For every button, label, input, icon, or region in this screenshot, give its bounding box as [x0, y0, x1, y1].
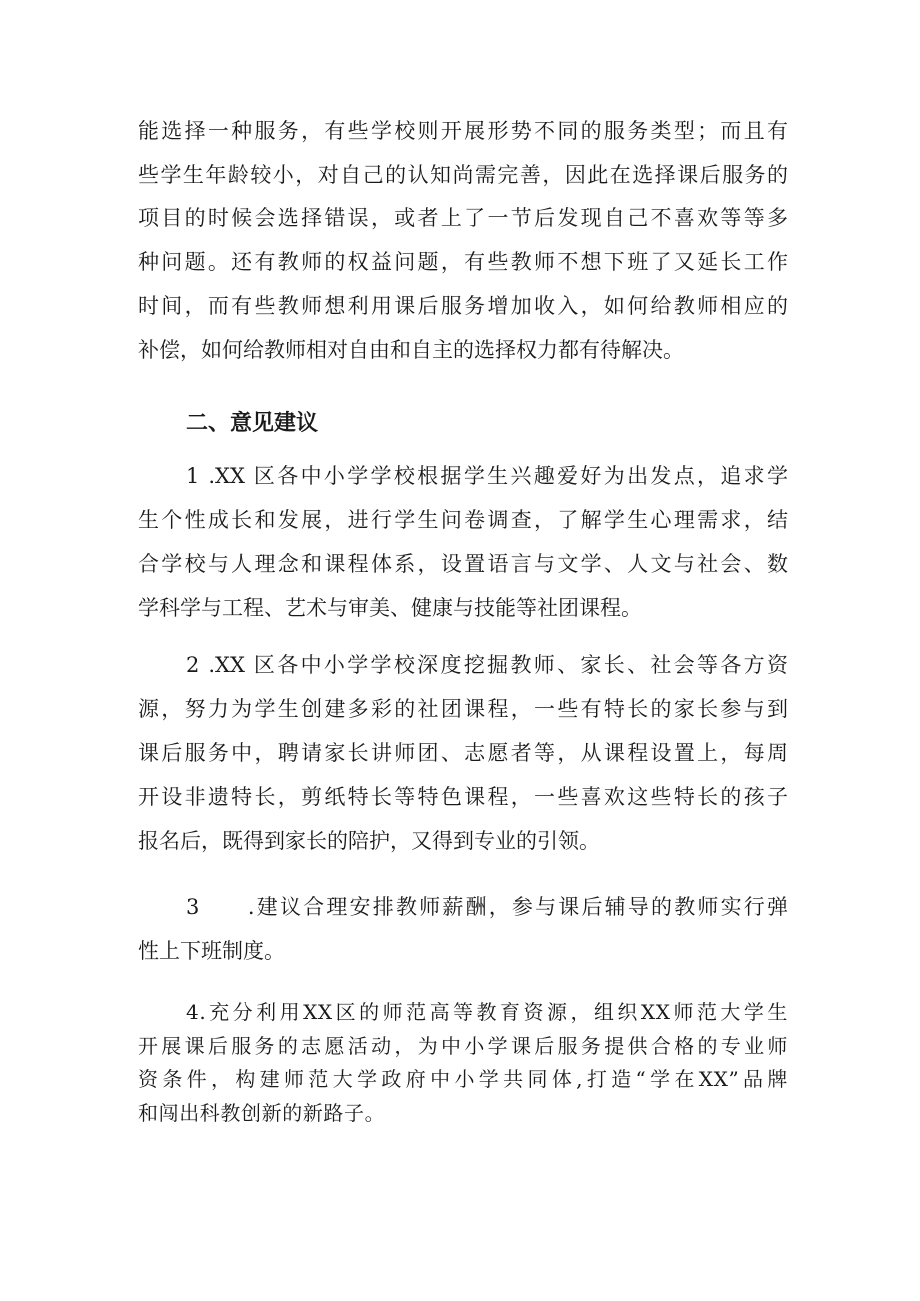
intro-line-2: 些学生年龄较小，对自己的认知尚需完善，因此在选择课后服务的: [138, 163, 788, 187]
item2-line-4: 开设非遗特长，剪纸特长等特色课程，一些喜欢这些特长的孩子: [138, 785, 788, 809]
intro-line-1: 能选择一种服务，有些学校则开展形势不同的服务类型；而且有: [138, 119, 788, 143]
item4-line-3: 资条件，构建师范大学政府中小学共同体,打造“学在XX”品牌: [138, 1067, 788, 1091]
item1-line-3: 合学校与人理念和课程体系，设置语言与文学、人文与社会、数: [138, 552, 788, 576]
intro-line-6: 补偿，如何给教师相对自由和自主的选择权力都有待解决。: [138, 338, 684, 362]
intro-line-4: 种问题。还有教师的权益问题，有些教师不想下班了又延长工作: [138, 250, 788, 274]
item2-line-1: 2 .XX 区各中小学学校深度挖掘教师、家长、社会等各方资: [186, 653, 788, 677]
section-heading: 二、意见建议: [186, 411, 319, 436]
item1-line-4: 学科学与工程、艺术与审美、健康与技能等社团课程。: [138, 596, 642, 620]
item2-line-5: 报名后，既得到家长的陪护，又得到专业的引领。: [138, 829, 600, 853]
item4-line-2: 开展课后服务的志愿活动，为中小学课后服务提供合格的专业师: [138, 1034, 788, 1058]
item1-line-1: 1 .XX 区各中小学学校根据学生兴趣爱好为出发点，追求学: [186, 464, 788, 488]
intro-line-5: 时间，而有些教师想利用课后服务增加收入，如何给教师相应的: [138, 294, 788, 318]
item3-line-1: 3 .建议合理安排教师薪酬，参与课后辅导的教师实行弹: [186, 895, 788, 919]
intro-line-3: 项目的时候会选择错误，或者上了一节后发现自己不喜欢等等多: [138, 206, 788, 230]
item1-line-2: 生个性成长和发展，进行学生问卷调查，了解学生心理需求，结: [138, 508, 788, 532]
item3-line-2: 性上下班制度。: [138, 939, 285, 963]
item4-line-1: 4.充分利用XX区的师范高等教育资源，组织XX师范大学生: [186, 1000, 788, 1024]
item2-line-3: 课后服务中，聘请家长讲师团、志愿者等，从课程设置上，每周: [138, 741, 788, 765]
item2-line-2: 源，努力为学生创建多彩的社团课程，一些有特长的家长参与到: [138, 697, 788, 721]
item4-line-4: 和闯出科教创新的新路子。: [138, 1101, 386, 1125]
